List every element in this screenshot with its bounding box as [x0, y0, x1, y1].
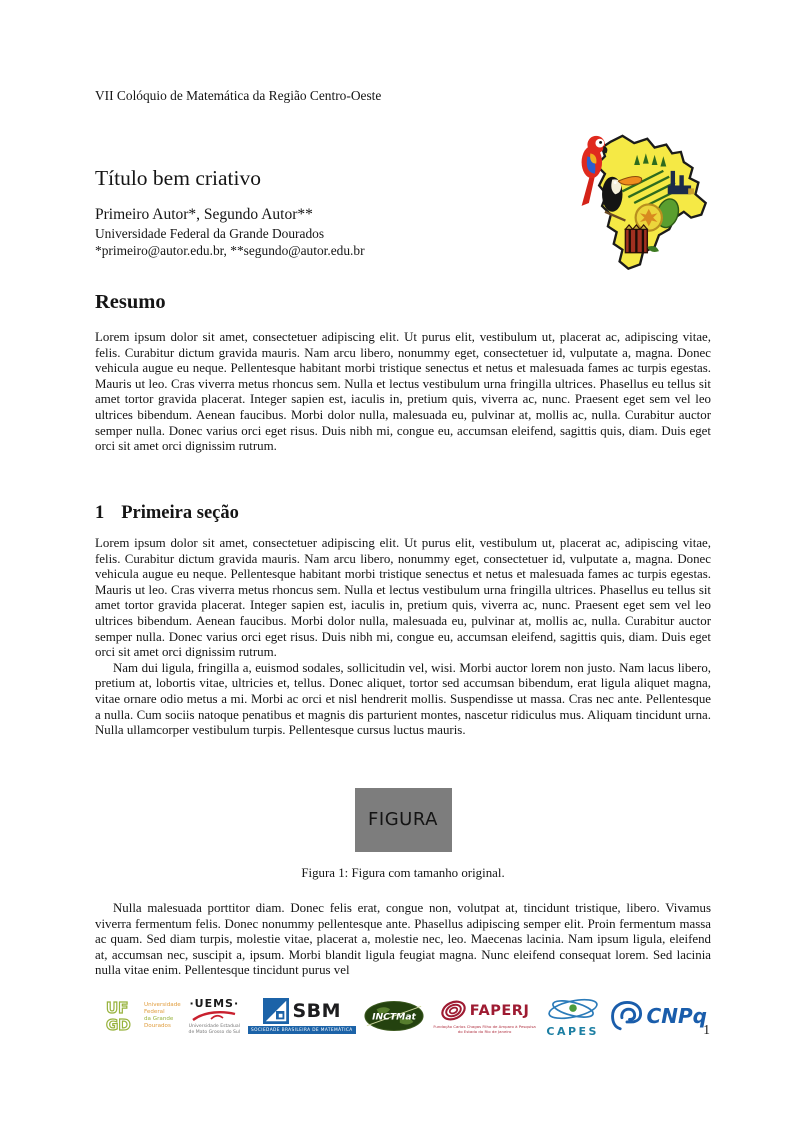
section-paragraph-2: Nam dui ligula, fringilla a, euismod sodales, sollicitudin vel, wisi. Morbi auctor lorem non justo. Nam lacus libero, pretium at, lobortis vitae, ultricies et, tellus. Donec aliquet, tortor sed accumsan bibendum, erat ligula aliquet magna, vitae ornare odio metus a mi. Morbi ac orci et nisl hendrerit mollis. Suspendisse ut massa. Cras nec ante. Pellentesque a nulla. Cum sociis natoque penatibus et magnis dis parturient montes, nascetur ridiculus mus. Aliquam tincidunt urna. Nulla ullamcorper vestibulum turpis. Pellentesque cursus luctus mauris. [95, 660, 711, 738]
cnpq-logo [610, 999, 707, 1033]
faperj-logo [433, 997, 535, 1035]
uems-logo [189, 997, 241, 1035]
figure-1 [95, 788, 711, 881]
faperj-wordmark: FAPERJ [469, 1002, 530, 1019]
page-number: 1 [703, 1022, 710, 1037]
figure-placeholder-box: FIGURA [355, 788, 452, 852]
capes-logo [544, 994, 602, 1038]
uems-swoosh-icon [191, 1010, 237, 1022]
abstract-text: Lorem ipsum dolor sit amet, consectetuer adipiscing elit. Ut purus elit, vestibulum ut, placerat ac, adipiscing vitae, felis. Curabitur dictum gravida mauris. Nam arcu libero, nonummy eget, consectetuer id, vulputate a, magna. Donec vehicula augue eu neque. Pellentesque habitant morbi tristique senectus et netus et malesuada fames ac turpis egestas. Mauris ut leo. Cras viverra metus rhoncus sem. Nulla et lectus vestibulum urna fringilla ultrices. Phasellus eu tellus sit amet tortor gravida placerat. Integer sapien est, iaculis in, pretium quis, viverra ac, nunc. Praesent eget sem vel leo ultrices bibendum. Aenean faucibus. Morbi dolor nulla, malesuada eu, pulvinar at, mollis ac, nulla. Curabitur auctor semper nulla. Donec varius orci eget risus. Duis nibh mi, congue eu, accumsan eleifend, sagittis quis, diam. Duis eget orci sit amet orci dignissim rutrum. [95, 330, 711, 454]
section-heading [95, 503, 711, 524]
sbm-subtitle: SOCIEDADE BRASILEIRA DE MATEMÁTICA [248, 1026, 356, 1034]
section-paragraph-1: Lorem ipsum dolor sit amet, consectetuer adipiscing elit. Ut purus elit, vestibulum ut, placerat ac, adipiscing vitae, felis. Curabitur dictum gravida mauris. Nam arcu libero, nonummy eget, consectetuer id, vulputate a, magna. Donec vehicula augue eu neque. Pellentesque habitant morbi tristique senectus et netus et malesuada fames ac turpis egestas. Mauris ut leo. Cras viverra metus rhoncus sem. Nulla et lectus vestibulum urna fringilla ultrices. Phasellus eu tellus sit amet tortor gravida placerat. Integer sapien est, iaculis in, pretium quis, viverra ac, nunc. Praesent eget sem vel leo ultrices bibendum. Aenean faucibus. Morbi dolor nulla, malesuada eu, pulvinar at, mollis ac, nulla. Curabitur auctor semper nulla. Donec varius orci eget risus. Duis nibh mi, congue eu, accumsan eleifend, sagittis quis, diam. Duis eget orci sit amet orci dignissim rutrum. [95, 536, 711, 660]
abstract-heading: Resumo [95, 291, 166, 313]
paper-title: Título bem criativo [95, 166, 261, 190]
capes-wordmark: CAPES [546, 1025, 599, 1038]
affiliation: Universidade Federal da Grande Dourados [95, 226, 325, 241]
inctmat-globe-icon [363, 999, 425, 1033]
uems-subtitle: Universidade Estadual de Mato Grosso do Sul [188, 1024, 241, 1035]
section-paragraph-3: Nulla malesuada porttitor diam. Donec felis erat, congue non, volutpat at, tincidunt tristique, libero. Vivamus viverra fermentum felis. Donec nonummy pellentesque ante. Phasellus adipiscing semper elit. Proin fermentum massa ac quam. Sed diam turpis, molestie vitae, placerat a, molestie nec, leo. Maecenas lacinia. Nam ipsum ligula, eleifend at, accumsan nec, suscipit a, ipsum. Morbi blandit ligula feugiat magna. Nunc eleifend consequat lorem. Sed lacinia nulla vitae enim. Pellentesque tincidunt purus vel [95, 901, 711, 978]
ufgd-monogram-icon [105, 998, 139, 1034]
ufgd-wordmark: Universidade Federal da Grande Dourados [144, 1002, 181, 1029]
cnpq-wordmark: CNPq [646, 1004, 707, 1028]
svg-text:INCTMat: INCTMat [372, 1011, 417, 1023]
svg-text:UF: UF [106, 999, 129, 1017]
section-body [95, 536, 711, 739]
inctmat-logo [363, 999, 425, 1033]
section-title: Primeira seção [121, 503, 239, 523]
cnpq-head-icon [610, 999, 644, 1033]
sbm-logo [248, 998, 356, 1034]
svg-text:GD: GD [106, 1016, 131, 1034]
sbm-wordmark: SBM [292, 1000, 342, 1022]
ufgd-logo [105, 998, 181, 1034]
uems-wordmark: ·UEMS· [189, 997, 240, 1010]
running-header: VII Colóquio de Matemática da Região Centro-Oeste [95, 88, 382, 103]
faperj-spiral-icon [440, 997, 467, 1024]
faperj-subtitle: Fundação Carlos Chagas Filho de Amparo à Pesquisa do Estado do Rio de Janeiro [433, 1024, 536, 1034]
sponsor-logos-row [105, 988, 707, 1044]
authors: Primeiro Autor*, Segundo Autor** [95, 206, 313, 223]
capes-orbits-icon [544, 994, 602, 1024]
section-number: 1 [95, 503, 105, 523]
author-emails: *primeiro@autor.edu.br, **segundo@autor.edu.br [95, 243, 365, 258]
sbm-square-icon [263, 998, 289, 1024]
figure-caption: Figura 1: Figura com tamanho original. [301, 866, 505, 880]
